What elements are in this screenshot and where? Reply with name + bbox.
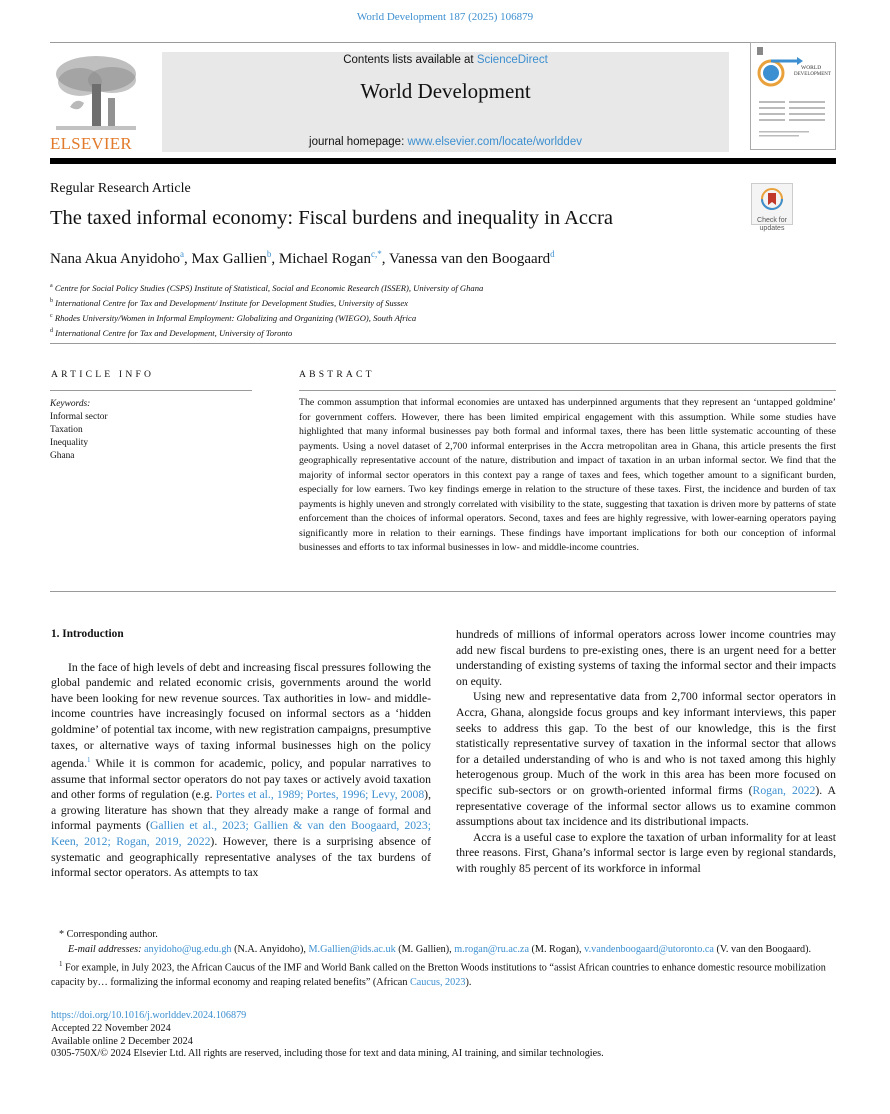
affiliation-item: $^a$ Centre for Social Policy Studies (CSPS) Institute of Statistical, Social and Economic Research (ISSER), University of Ghana — [50, 282, 484, 293]
article-title: The taxed informal economy: Fiscal burdens and inequality in Accra — [50, 207, 614, 229]
corresponding-author-note: * Corresponding author. — [59, 929, 158, 940]
abstract-divider — [50, 591, 836, 592]
article-info-rule — [50, 390, 252, 391]
journal-band — [162, 52, 729, 152]
section-title-introduction: 1. Introduction — [51, 628, 124, 640]
masthead-thick-rule — [50, 158, 836, 164]
author-affiliation-mark[interactable]: d — [550, 249, 555, 259]
abstract-heading: ABSTRACT — [299, 369, 375, 380]
email-addresses: E-mail addresses: anyidoho@ug.edu.gh (N.A. Anyidoho), M.Gallien@ids.ac.uk (M. Gallien), m.rogan@ru.ac.za (M. Rogan), v.vandenboogaard@utoronto.ca (V. van den Boogaard). — [68, 943, 812, 955]
elsevier-logo[interactable] — [50, 52, 142, 152]
affiliation-item: $^b$ International Centre for Tax and Development/ Institute for Development Studies, University of Sussex — [50, 297, 408, 308]
crossmark-icon — [760, 187, 784, 211]
accepted-date: Accepted 22 November 2024 — [51, 1022, 171, 1034]
body-paragraph: hundreds of millions of informal operators across lower income countries may add new fiscal burdens to pre-existing ones, there is an urgent need for a better understanding of existing systems of taxing the informal sector and their impacts on equity. — [456, 628, 836, 688]
email-link[interactable]: v.vandenboogaard@utoronto.ca — [584, 943, 714, 955]
body-paragraph: In the face of high levels of debt and increasing fiscal pressures following the global pandemic and related economic crisis, governments around the world have been looking for new revenue sources. Tax authorities in low- and middle-income countries have increasingly focused on informal sectors as a ‘hidden goldmine’ of potential tax income, with new registration campaigns, presumptive taxes, or alternative ways of taxing informal businesses high on the policy agenda.$^1$ While it is common for academic, policy, and popular narratives to assume that informal sector operators do not pay taxes or actively avoid taxation and other forms of regulation (e.g. Portes et al., 1989; Portes, 1996; Levy, 2008), a growing literature has shown that they already make a range of formal and informal payments (Gallien et al., 2023; Gallien & van den Boogaard, 2023; Keen, 2012; Rogan, 2019, 2022). However, there is a surprising absence of systematic and geographically representative analyses of the tax burdens of informal sector operators. As attempts to tax — [51, 660, 432, 880]
abstract-rule — [299, 390, 836, 391]
author-name[interactable]: Vanessa van den Boogaard — [388, 251, 551, 267]
affiliation-list — [50, 280, 483, 339]
author-name[interactable]: Michael Rogan — [278, 251, 371, 267]
body-paragraph: Using new and representative data from 2,700 informal sector operators in Accra, Ghana, alongside focus groups and key informant interviews, this paper seeks to address this gap. To the best of our knowledge, this is the first statistically representative survey of taxation in the informal sector that allows for a detailed understanding of who is and who is not taxed among this highly heterogenous group. Much of the work in this area has been more focused on specific sub-sectors or on growth-oriented informal firms (Rogan, 2022). A representative coverage of the informal sector allows us to examine common assumptions about tax incidence and its distributional impacts. — [456, 690, 836, 829]
affiliation-item: $^c$ Rhodes University/Women in Informal Employment: Globalizing and Organizing (WIEGO), South Africa — [50, 312, 417, 323]
author-name[interactable]: Nana Akua Anyidoho — [50, 251, 180, 267]
journal-citation-link[interactable]: World Development 187 (2025) 106879 — [356, 11, 534, 23]
journal-cover-thumbnail[interactable] — [750, 42, 836, 150]
citation-link[interactable]: Gallien et al., 2023; Gallien & van den Boogaard, 2023; Keen, 2012; Rogan, 2019, 2022 — [51, 819, 431, 849]
keywords-label: Keywords: — [50, 399, 91, 409]
author-affiliation-mark[interactable]: a — [179, 249, 184, 259]
keyword-item: Taxation — [50, 425, 83, 435]
body-paragraph: Accra is a useful case to explore the taxation of urban informality for at least three reasons. First, Ghana’s informal sector is large even by regional standards, with roughly 85 percent of its workforce in informal — [456, 830, 836, 875]
copyright-notice: 0305-750X/© 2024 Elsevier Ltd. All rights are reserved, including those for text and data mining, AI training, and similar technologies. — [51, 1048, 604, 1060]
svg-text:DEVELOPMENT: DEVELOPMENT — [794, 72, 831, 77]
journal-homepage-link[interactable]: www.elsevier.com/locate/worlddev — [407, 136, 582, 148]
citation-link[interactable]: Portes et al., 1989; Portes, 1996; Levy, 2008 — [215, 788, 425, 802]
keyword-item: Ghana — [50, 451, 75, 461]
keyword-item: Informal sector — [50, 412, 108, 422]
keyword-item: Inequality — [50, 438, 89, 448]
svg-text:WORLD: WORLD — [801, 65, 822, 71]
citation-link[interactable]: Rogan, 2022 — [752, 783, 816, 797]
journal-title: World Development — [360, 79, 531, 103]
sciencedirect-link[interactable]: ScienceDirect — [476, 54, 548, 66]
email-link[interactable]: M.Gallien@ids.ac.uk — [308, 943, 396, 955]
email-link[interactable]: anyidoho@ug.edu.gh — [144, 943, 232, 955]
article-info-heading: ARTICLE INFO — [51, 369, 155, 380]
author-name[interactable]: Max Gallien — [191, 251, 267, 267]
keywords-block — [50, 398, 108, 463]
author-affiliation-mark[interactable]: b — [266, 249, 272, 259]
cover-image-icon — [751, 43, 835, 149]
footnote-ref-1[interactable]: 1 — [87, 756, 91, 765]
elsevier-tree-icon — [50, 52, 142, 134]
body-column-left — [51, 627, 431, 881]
citation-link[interactable]: Caucus, 2023 — [409, 977, 466, 989]
email-link[interactable]: m.rogan@ru.ac.za — [454, 943, 529, 955]
abstract-text: The common assumption that informal economies are untaxed has underpinned arguments that they represent an ‘untapped goldmine’ for government coffers. However, there has been limited empirical engagement with this assumption. While some studies have highlighted that many informal businesses pay both formal and informal taxes, there has been little systematic accounting of these payments. Using a novel dataset of 2,700 informal enterprises in the Accra metropolitan area in Ghana, this article presents the first geographically representative account of the nature, distribution and impact of taxation in an urban informal sector. We find that the majority of informal sector operators in this context pay a range of taxes and fees, which together amount to a significant burden, especially for low earners. Two key findings emerge in relation to the structure of these taxes. First, the incidence and burden of tax payments is highly uneven and strongly correlated with visibility to the state, suggesting that taxation is driven more by patterns of state enforcement than the choices of informal operators. Second, taxes and fees are highly regressive, with lower-earning operators paying significantly more in relation to their earnings. These findings have important implications for both our conception of informal businesses and efforts to tax informal businesses in low- and middle-income countries. — [299, 397, 836, 553]
author-affiliation-mark[interactable]: c,* — [370, 249, 382, 259]
journal-masthead — [50, 42, 836, 164]
author-list: Nana Akua Anyidoho$^a$, Max Gallien$^b$, Michael Rogan$^{c,*}$, Vanessa van den Boogaard$^d$ — [50, 249, 555, 267]
available-online-date: Available online 2 December 2024 — [51, 1035, 193, 1047]
header-divider — [50, 343, 836, 344]
contents-line: Contents lists available at ScienceDirect — [343, 54, 548, 66]
masthead-top-rule — [50, 42, 750, 43]
elsevier-wordmark: ELSEVIER — [50, 134, 132, 153]
footnotes — [51, 928, 837, 991]
publication-info — [51, 1010, 604, 1061]
crossmark-label-1: Check for — [757, 217, 787, 224]
affiliation-item: $^d$ International Centre for Tax and Development, University of Toronto — [50, 327, 293, 338]
body-column-right — [456, 627, 836, 877]
article-type: Regular Research Article — [50, 181, 191, 196]
footnote-1: $^1$ For example, in July 2023, the African Caucus of the IMF and World Bank called on the Bretton Woods institutions to “assist African countries to enhance domestic resource mobilization capacity by… formalizing the informal economy and reaping related benefits” (African Caucus, 2023). — [51, 960, 826, 989]
journal-homepage-line: journal homepage: www.elsevier.com/locate/worlddev — [309, 136, 582, 148]
doi-link[interactable]: https://doi.org/10.1016/j.worlddev.2024.106879 — [51, 1010, 247, 1021]
check-for-updates-button[interactable] — [751, 183, 793, 232]
crossmark-label-2: updates — [759, 225, 785, 232]
